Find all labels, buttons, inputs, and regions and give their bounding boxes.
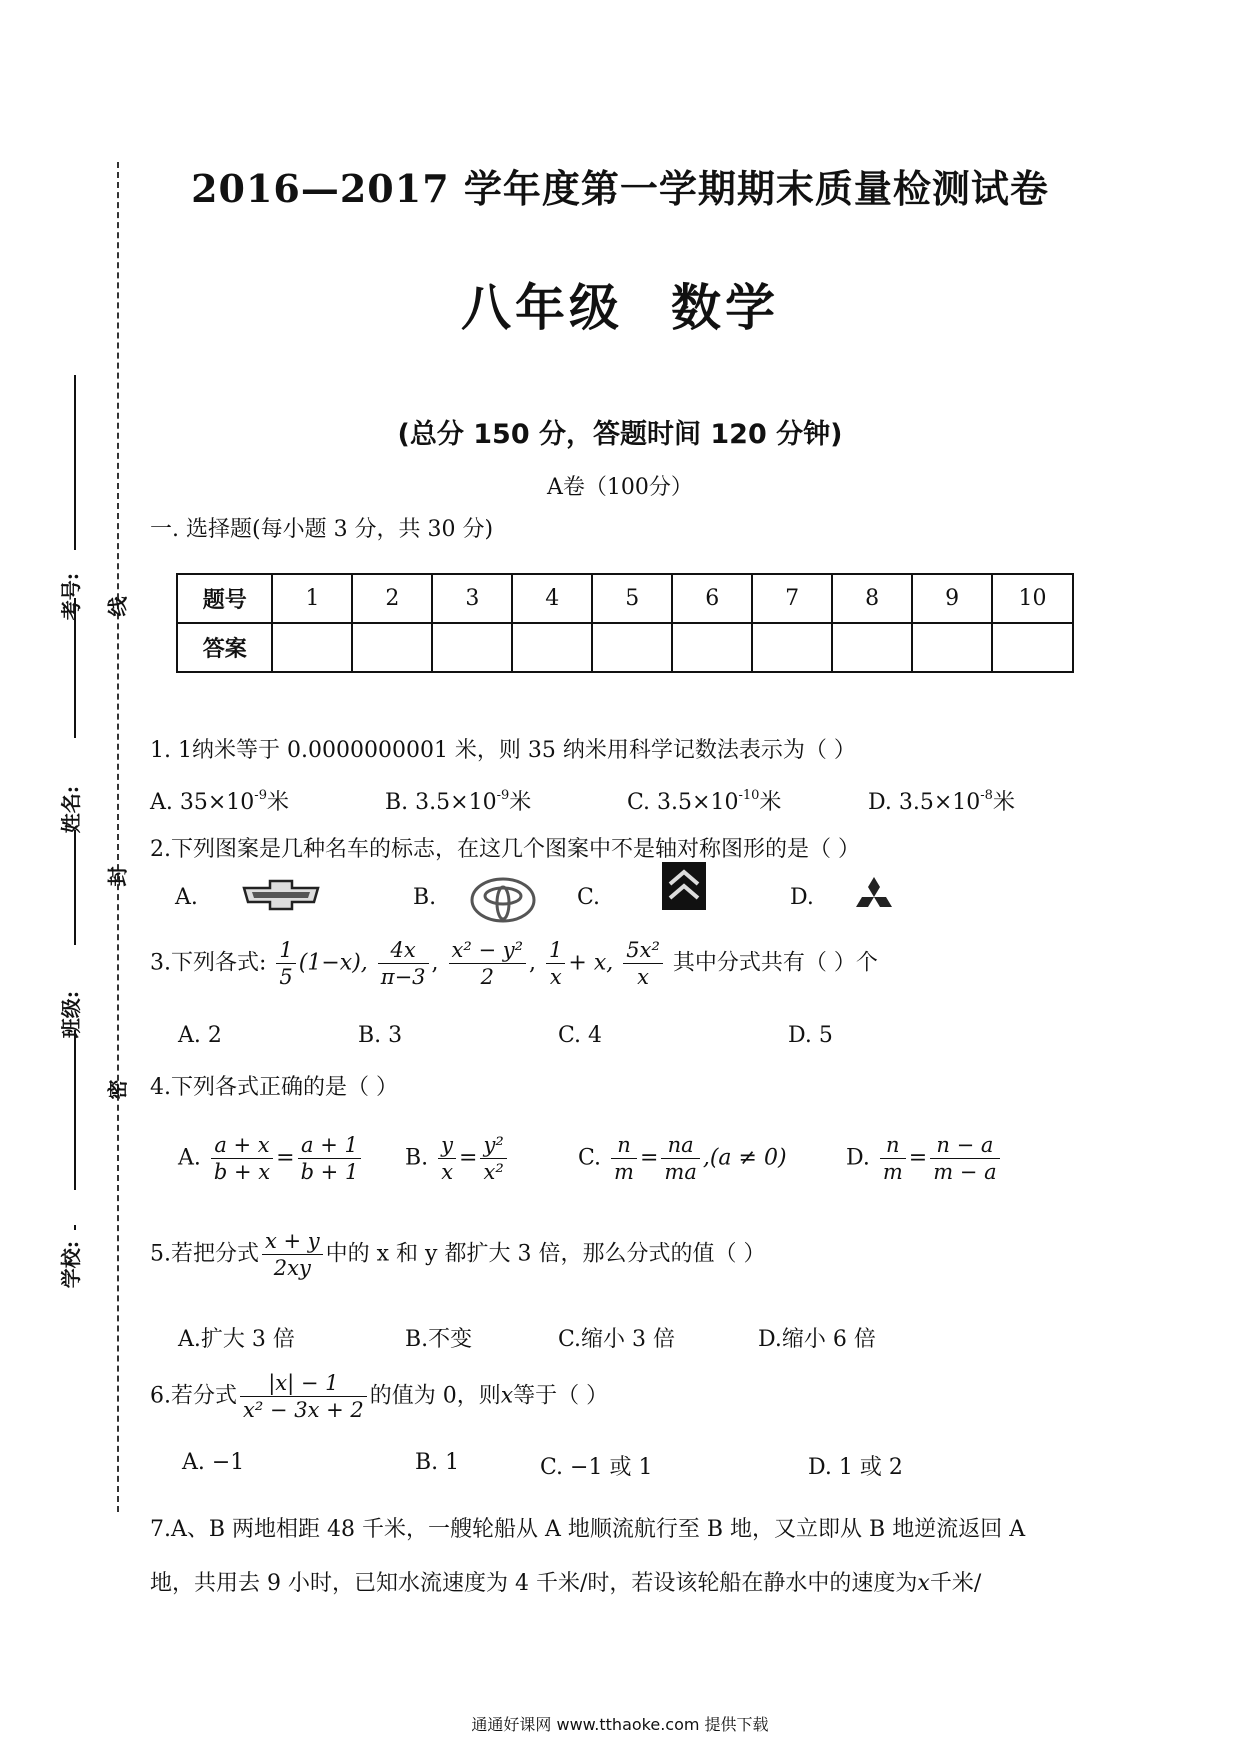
mitsubishi-logo-icon <box>850 875 898 917</box>
question-5-stem: 5.若把分式 $\frac{x + y}{2xy}$ 中的 x 和 y 都扩大 3 倍，那么分式的值（ ） <box>150 1229 766 1280</box>
table-header-number: 题号 <box>177 574 272 623</box>
q3-expr3-frac: $\frac{\text{x² − y²}}{2}$ <box>449 937 527 990</box>
exam-info: (总分 150 分，答题时间 120 分钟) <box>397 419 843 450</box>
table-header-answer: 答案 <box>177 623 272 672</box>
toyota-logo-icon <box>470 876 536 924</box>
question-2-option-d: D. <box>790 885 814 910</box>
class-underline-2 <box>74 1030 76 1190</box>
question-1-option-a: A. $35\times 10^{-9}$米 <box>150 788 289 815</box>
question-2-stem: 2.下列图案是几种名车的标志，在这几个图案中不是轴对称图形的是（ ） <box>150 837 860 862</box>
answer-cell[interactable] <box>672 623 752 672</box>
q3-expr5-frac: $\frac{\text{5x²}}{x}$ <box>623 937 663 990</box>
question-5-option-d: D.缩小 6 倍 <box>758 1327 876 1352</box>
answer-cell[interactable] <box>272 623 352 672</box>
question-6-stem: 6.若分式 $\frac{|x| - 1}{\text{x² − 3x + 2}}$ 的值为 0，则x等于（ ） <box>150 1371 609 1422</box>
question-6-option-d: D. 1 或 2 <box>808 1455 903 1480</box>
answer-cell[interactable] <box>832 623 912 672</box>
question-1-option-b: B. $3.5\times 10^{-9}$米 <box>385 788 532 815</box>
q6-fraction: $\frac{|x| - 1}{\text{x² − 3x + 2}}$ <box>240 1370 367 1423</box>
table-cell-number: 5 <box>592 574 672 623</box>
table-cell-number: 8 <box>832 574 912 623</box>
school-label: 学校: <box>59 1240 84 1289</box>
binding-dashed-line <box>117 162 119 1512</box>
question-4-option-c: C. $\frac{n}{m}$ = $\frac{na}{ma}$ ,(a ≠ 0) <box>578 1133 787 1184</box>
q3-expr4-frac: $\frac{1}{x}$ <box>546 937 565 990</box>
question-1-option-c: C. $3.5\times 10^{-10}$米 <box>627 788 782 815</box>
binding-mark-secret: 密 <box>105 1079 130 1100</box>
question-3-option-c: C. 4 <box>558 1023 603 1048</box>
answer-table <box>176 573 1074 673</box>
question-4-stem: 4.下列各式正确的是（ ） <box>150 1075 398 1100</box>
question-4-option-b: B. $\frac{y}{x}$ = $\frac{\text{y²}}{\text{x²}}$ <box>405 1132 510 1185</box>
question-3-option-b: B. 3 <box>358 1023 403 1048</box>
class-label: 班级: <box>59 990 84 1039</box>
question-1-stem: 1. 1纳米等于 0.0000000001 米，则 35 纳米用科学记数法表示为（ ） <box>150 738 856 763</box>
answer-cell[interactable] <box>992 623 1073 672</box>
subject-label: 数学 <box>671 278 779 337</box>
question-7-line-2: 地，共用去 9 小时，已知水流速度为 4 千米/时，若设该轮船在静水中的速度为x千米/ <box>150 1571 982 1596</box>
question-3-option-d: D. 5 <box>788 1023 833 1048</box>
binding-mark-line: 线 <box>105 596 130 617</box>
binding-mark-seal: 封 <box>105 866 130 887</box>
question-6-option-a: A. −1 <box>182 1450 245 1475</box>
question-3-option-a: A. 2 <box>178 1023 222 1048</box>
answer-cell[interactable] <box>352 623 432 672</box>
grade-label: 八年级 <box>461 278 623 337</box>
question-5-option-c: C.缩小 3 倍 <box>558 1327 676 1352</box>
chevrolet-logo-icon <box>242 878 320 912</box>
question-2-option-b: B. <box>413 885 437 910</box>
q5-fraction: $\frac{x + y}{2xy}$ <box>262 1228 323 1281</box>
answer-cell[interactable] <box>912 623 992 672</box>
section-a-heading: A卷（100分） <box>547 475 693 500</box>
exam-no-label: 考号: <box>59 572 84 621</box>
question-7-line-1: 7.A、B 两地相距 48 千米，一艘轮船从 A 地顺流航行至 B 地，又立即从 B 地逆流返回 A <box>150 1517 1026 1542</box>
question-1-option-d: D. $3.5\times 10^{-8}$米 <box>868 788 1015 815</box>
table-cell-number: 2 <box>352 574 432 623</box>
q3-expr1-frac: $\frac{1}{5}$ <box>276 937 295 990</box>
table-cell-number: 4 <box>512 574 592 623</box>
table-cell-number: 10 <box>992 574 1073 623</box>
q3-expr2-frac: $\frac{4x}{\pi-3}$ <box>378 937 429 990</box>
question-2-option-c: C. <box>577 885 601 910</box>
question-3-stem: 3.下列各式: $\frac{1}{5}$ (1−x), $\frac{4x}{\pi-3}$ , $\frac{\text{x² − y²}}{2}$ , $\frac{1}{x}$ + x, $\frac{\text{5x²}}{x}$ 其中分式共有（ ）个 <box>150 938 878 989</box>
table-cell-number: 6 <box>672 574 752 623</box>
exam-no-underline <box>74 375 76 550</box>
answer-cell[interactable] <box>432 623 512 672</box>
class-underline <box>74 830 76 945</box>
page-footer: 通通好课网 www.tthaoke.com 提供下载 <box>471 1715 769 1734</box>
table-cell-number: 7 <box>752 574 832 623</box>
name-label: 姓名: <box>59 785 84 834</box>
answer-cell[interactable] <box>512 623 592 672</box>
question-5-option-b: B.不变 <box>405 1327 473 1352</box>
citroen-logo-icon <box>662 862 706 910</box>
exam-title: 2016—2017 学年度第一学期期末质量检测试卷 <box>191 166 1049 211</box>
answer-cell[interactable] <box>752 623 832 672</box>
question-6-option-c: C. −1 或 1 <box>540 1455 653 1480</box>
answer-cell[interactable] <box>592 623 672 672</box>
section1-title: 一. 选择题(每小题 3 分，共 30 分) <box>150 517 494 542</box>
answer-table-number-row <box>177 574 1073 623</box>
question-6-option-b: B. 1 <box>415 1450 460 1475</box>
question-2-option-a: A. <box>175 885 198 910</box>
table-cell-number: 9 <box>912 574 992 623</box>
question-4-option-d: D. $\frac{n}{m}$ = $\frac{n - a}{m - a}$ <box>846 1132 1003 1185</box>
table-cell-number: 3 <box>432 574 512 623</box>
grade-subject-heading <box>0 268 1240 340</box>
answer-table-answer-row <box>177 623 1073 672</box>
question-5-option-a: A.扩大 3 倍 <box>178 1327 295 1352</box>
table-cell-number: 1 <box>272 574 352 623</box>
question-4-option-a: A. $\frac{a + x}{b + x}$ = $\frac{a + 1}{b + 1}$ <box>178 1132 364 1185</box>
school-underline <box>74 1225 76 1230</box>
